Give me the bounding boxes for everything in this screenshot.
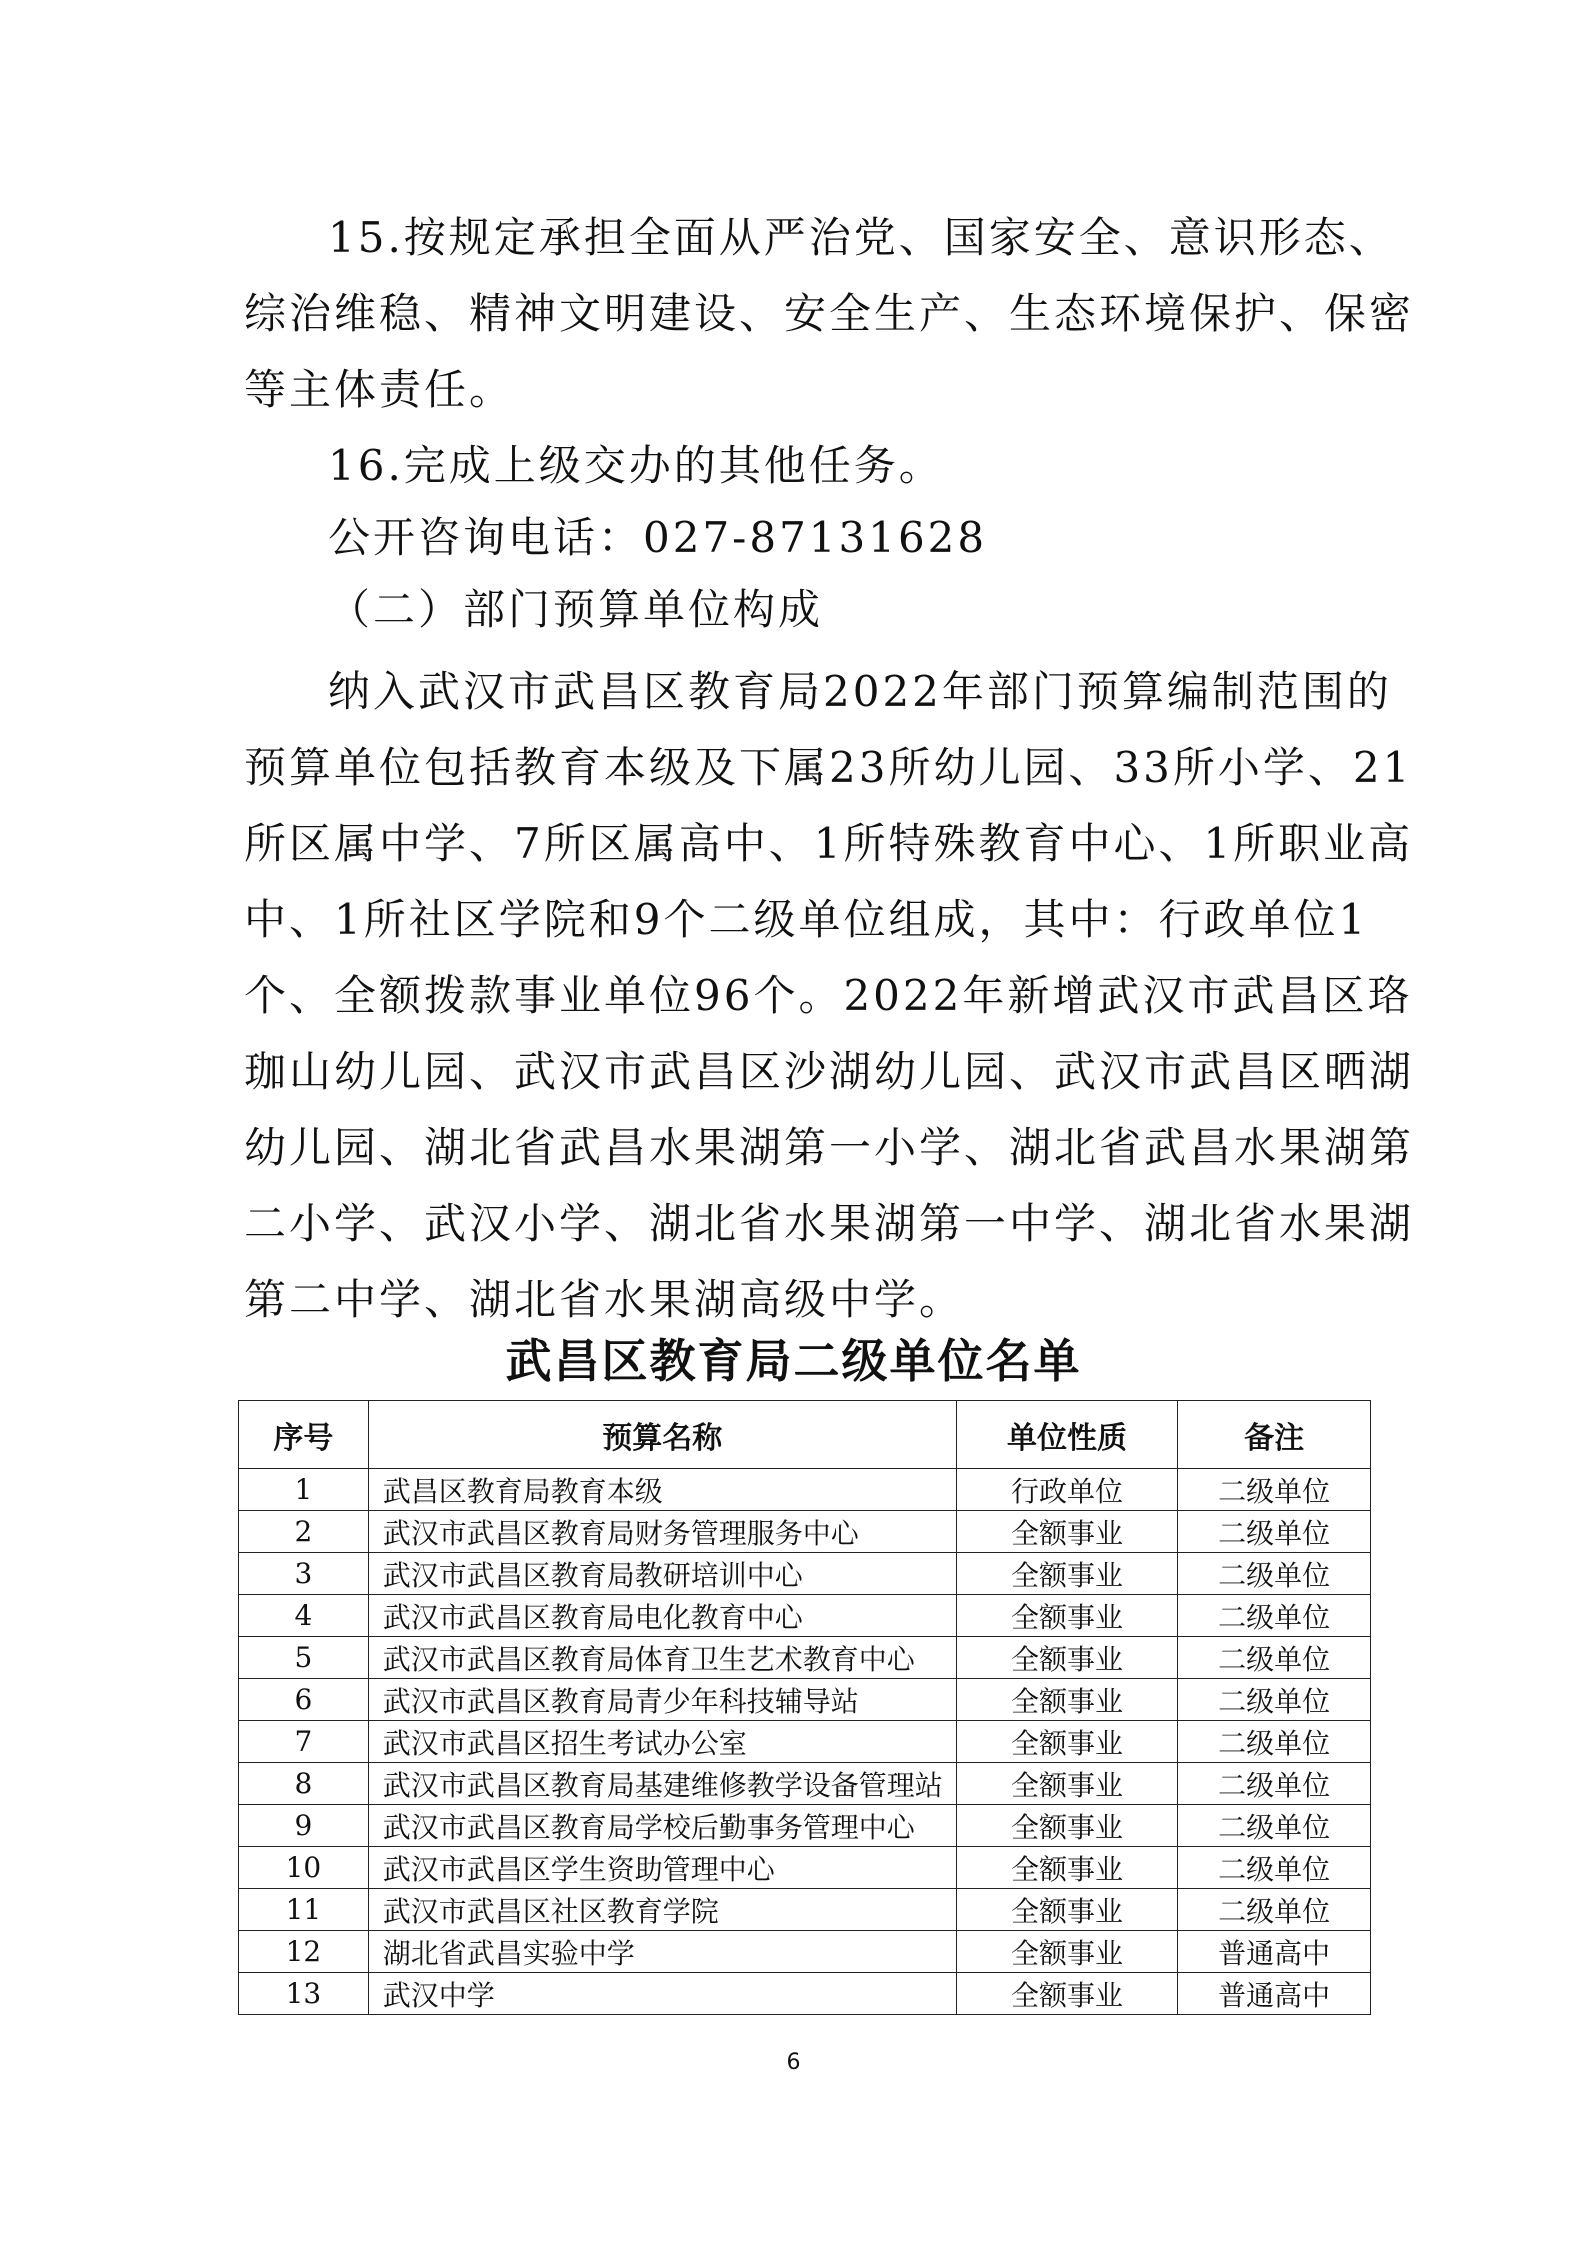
table-row <box>239 1679 1371 1721</box>
table-row <box>239 1637 1371 1679</box>
paragraph-budget-scope <box>244 654 1415 1338</box>
cell-unit-type: 全额事业 <box>956 1805 1178 1847</box>
text-line: 中、1所社区学院和9个二级单位组成，其中：行政单位1 <box>244 895 1369 944</box>
text-line: 预算单位包括教育本级及下属23所幼儿园、33所小学、21 <box>244 743 1413 792</box>
cell-budget-name: 武汉中学 <box>368 1973 956 2015</box>
table-row <box>239 1847 1371 1889</box>
cell-index: 1 <box>239 1469 369 1511</box>
cell-unit-type: 全额事业 <box>956 1637 1178 1679</box>
cell-unit-type: 全额事业 <box>956 1889 1178 1931</box>
cell-index: 7 <box>239 1721 369 1763</box>
table-row <box>239 1805 1371 1847</box>
text-line: 幼儿园、湖北省武昌水果湖第一小学、湖北省武昌水果湖第 <box>244 1123 1415 1172</box>
cell-budget-name: 武汉市武昌区教育局财务管理服务中心 <box>368 1511 956 1553</box>
cell-index: 12 <box>239 1931 369 1973</box>
table-body <box>239 1469 1371 2015</box>
cell-unit-type: 全额事业 <box>956 1553 1178 1595</box>
table-row <box>239 1931 1371 1973</box>
cell-index: 5 <box>239 1637 369 1679</box>
cell-unit-type: 行政单位 <box>956 1469 1178 1511</box>
cell-unit-type: 全额事业 <box>956 1679 1178 1721</box>
table-row <box>239 1469 1371 1511</box>
cell-budget-name: 武汉市武昌区教育局电化教育中心 <box>368 1595 956 1637</box>
cell-unit-type: 全额事业 <box>956 1973 1178 2015</box>
table-row <box>239 1763 1371 1805</box>
text-line: 二小学、武汉小学、湖北省水果湖第一中学、湖北省水果湖 <box>244 1199 1415 1248</box>
cell-unit-type: 全额事业 <box>956 1595 1178 1637</box>
text-line: 纳入武汉市武昌区教育局2022年部门预算编制范围的 <box>328 667 1392 716</box>
cell-index: 8 <box>239 1763 369 1805</box>
secondary-units-table <box>238 1400 1371 2015</box>
cell-index: 9 <box>239 1805 369 1847</box>
cell-index: 2 <box>239 1511 369 1553</box>
cell-index: 4 <box>239 1595 369 1637</box>
cell-remarks: 普通高中 <box>1178 1973 1371 2015</box>
cell-remarks: 二级单位 <box>1178 1679 1371 1721</box>
cell-budget-name: 武汉市武昌区社区教育学院 <box>368 1889 956 1931</box>
cell-remarks: 二级单位 <box>1178 1553 1371 1595</box>
cell-budget-name: 武汉市武昌区教育局教研培训中心 <box>368 1553 956 1595</box>
paragraph-item-15 <box>244 200 1415 428</box>
cell-remarks: 二级单位 <box>1178 1511 1371 1553</box>
cell-remarks: 二级单位 <box>1178 1805 1371 1847</box>
header-index: 序号 <box>239 1401 369 1469</box>
header-budget-name: 预算名称 <box>368 1401 956 1469</box>
cell-remarks: 二级单位 <box>1178 1721 1371 1763</box>
text-line: 珈山幼儿园、武汉市武昌区沙湖幼儿园、武汉市武昌区晒湖 <box>244 1047 1415 1096</box>
cell-index: 13 <box>239 1973 369 2015</box>
header-unit-type: 单位性质 <box>956 1401 1178 1469</box>
header-remarks: 备注 <box>1178 1401 1371 1469</box>
paragraph-item-16: 16.完成上级交办的其他任务。 <box>328 441 944 490</box>
cell-index: 6 <box>239 1679 369 1721</box>
text-line: 所区属中学、7所区属高中、1所特殊教育中心、1所职业高 <box>244 819 1414 868</box>
table-row <box>239 1595 1371 1637</box>
table-row <box>239 1553 1371 1595</box>
table-header-row <box>239 1401 1371 1469</box>
cell-remarks: 普通高中 <box>1178 1931 1371 1973</box>
page-number: 6 <box>786 2050 801 2075</box>
cell-index: 11 <box>239 1889 369 1931</box>
text-line: 个、全额拨款事业单位96个。2022年新增武汉市武昌区珞 <box>244 971 1413 1020</box>
cell-remarks: 二级单位 <box>1178 1763 1371 1805</box>
cell-budget-name: 武汉市武昌区教育局体育卫生艺术教育中心 <box>368 1637 956 1679</box>
cell-unit-type: 全额事业 <box>956 1931 1178 1973</box>
table-row <box>239 1721 1371 1763</box>
text-line: 第二中学、湖北省水果湖高级中学。 <box>244 1275 965 1324</box>
cell-remarks: 二级单位 <box>1178 1847 1371 1889</box>
cell-remarks: 二级单位 <box>1178 1469 1371 1511</box>
cell-remarks: 二级单位 <box>1178 1889 1371 1931</box>
cell-budget-name: 湖北省武昌实验中学 <box>368 1931 956 1973</box>
text-line: 15.按规定承担全面从严治党、国家安全、意识形态、 <box>328 213 1394 262</box>
cell-remarks: 二级单位 <box>1178 1637 1371 1679</box>
cell-unit-type: 全额事业 <box>956 1847 1178 1889</box>
cell-index: 10 <box>239 1847 369 1889</box>
table-row <box>239 1889 1371 1931</box>
cell-budget-name: 武昌区教育局教育本级 <box>368 1469 956 1511</box>
text-line: 综治维稳、精神文明建设、安全生产、生态环境保护、保密 <box>244 289 1415 338</box>
text-line: 等主体责任。 <box>244 365 515 414</box>
cell-budget-name: 武汉市武昌区招生考试办公室 <box>368 1721 956 1763</box>
cell-budget-name: 武汉市武昌区教育局学校后勤事务管理中心 <box>368 1805 956 1847</box>
cell-index: 3 <box>239 1553 369 1595</box>
cell-budget-name: 武汉市武昌区教育局基建维修教学设备管理站 <box>368 1763 956 1805</box>
contact-phone: 公开咨询电话：027-87131628 <box>328 513 988 562</box>
table-title: 武昌区教育局二级单位名单 <box>505 1334 1082 1388</box>
table-row <box>239 1973 1371 2015</box>
table-row <box>239 1511 1371 1553</box>
cell-budget-name: 武汉市武昌区学生资助管理中心 <box>368 1847 956 1889</box>
cell-unit-type: 全额事业 <box>956 1511 1178 1553</box>
cell-remarks: 二级单位 <box>1178 1595 1371 1637</box>
section-heading: （二）部门预算单位构成 <box>328 585 824 634</box>
cell-budget-name: 武汉市武昌区教育局青少年科技辅导站 <box>368 1679 956 1721</box>
cell-unit-type: 全额事业 <box>956 1763 1178 1805</box>
cell-unit-type: 全额事业 <box>956 1721 1178 1763</box>
